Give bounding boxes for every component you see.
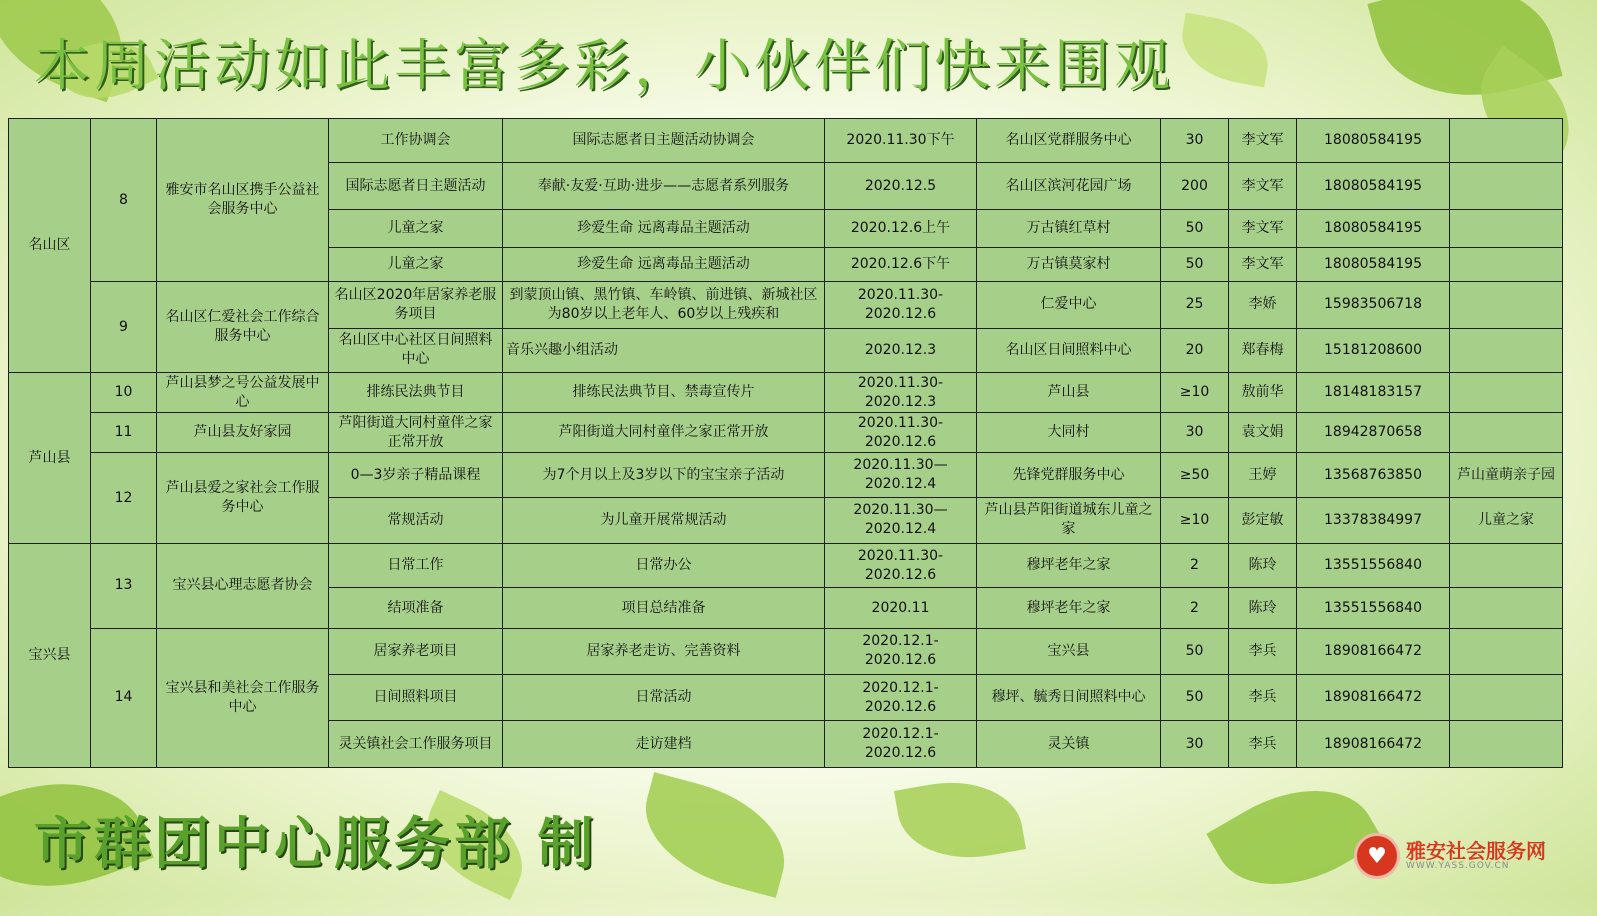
- contact-cell: 李兵: [1229, 628, 1297, 674]
- count-cell: 2: [1161, 588, 1229, 628]
- org-number-cell: 12: [91, 453, 157, 544]
- contact-cell: 李文军: [1229, 247, 1297, 281]
- logo-url: WWW.YASS.GOV.CN: [1406, 861, 1510, 872]
- count-cell: 50: [1161, 675, 1229, 721]
- activity-cell: 音乐兴趣小组活动: [503, 328, 825, 372]
- count-cell: 50: [1161, 628, 1229, 674]
- count-cell: 30: [1161, 413, 1229, 453]
- time-cell: 2020.11.30—2020.12.4: [825, 453, 977, 497]
- contact-cell: 李文军: [1229, 209, 1297, 247]
- activity-cell: 芦阳街道大同村童伴之家正常开放: [503, 413, 825, 453]
- count-cell: 2: [1161, 544, 1229, 588]
- org-name-cell: 名山区仁爱社会工作综合服务中心: [157, 282, 329, 373]
- time-cell: 2020.12.6下午: [825, 247, 977, 281]
- place-cell: 穆坪老年之家: [977, 588, 1161, 628]
- project-cell: 常规活动: [329, 497, 503, 543]
- project-cell: 结项准备: [329, 588, 503, 628]
- project-cell: 日常工作: [329, 544, 503, 588]
- note-cell: [1450, 413, 1563, 453]
- phone-cell: 18908166472: [1297, 721, 1450, 768]
- project-cell: 儿童之家: [329, 209, 503, 247]
- table-row: [9, 372, 1563, 412]
- org-name-cell: 芦山县友好家园: [157, 413, 329, 453]
- table-row: [9, 628, 1563, 674]
- time-cell: 2020.12.1-2020.12.6: [825, 675, 977, 721]
- district-cell: 宝兴县: [9, 544, 91, 768]
- contact-cell: 李娇: [1229, 282, 1297, 328]
- contact-cell: 陈玲: [1229, 588, 1297, 628]
- phone-cell: 13551556840: [1297, 588, 1450, 628]
- note-cell: [1450, 675, 1563, 721]
- project-cell: 儿童之家: [329, 247, 503, 281]
- place-cell: 万古镇红草村: [977, 209, 1161, 247]
- project-cell: 工作协调会: [329, 119, 503, 163]
- org-name-cell: 芦山县梦之号公益发展中心: [157, 372, 329, 412]
- time-cell: 2020.11: [825, 588, 977, 628]
- phone-cell: 13378384997: [1297, 497, 1450, 543]
- phone-cell: 18080584195: [1297, 119, 1450, 163]
- count-cell: 30: [1161, 721, 1229, 768]
- place-cell: 芦山县芦阳街道城东儿童之家: [977, 497, 1161, 543]
- page-title: 本周活动如此丰富多彩，小伙伴们快来围观: [34, 34, 1174, 99]
- table-row: [9, 453, 1563, 497]
- note-cell: 儿童之家: [1450, 497, 1563, 543]
- phone-cell: 18942870658: [1297, 413, 1450, 453]
- time-cell: 2020.11.30-2020.12.6: [825, 282, 977, 328]
- activity-schedule-table: [8, 118, 1563, 768]
- note-cell: [1450, 209, 1563, 247]
- place-cell: 宝兴县: [977, 628, 1161, 674]
- place-cell: 名山区日间照料中心: [977, 328, 1161, 372]
- note-cell: [1450, 588, 1563, 628]
- activity-cell: 为7个月以上及3岁以下的宝宝亲子活动: [503, 453, 825, 497]
- time-cell: 2020.12.3: [825, 328, 977, 372]
- org-name-cell: 宝兴县和美社会工作服务中心: [157, 628, 329, 767]
- activity-cell: 居家养老走访、完善资料: [503, 628, 825, 674]
- project-cell: 名山区中心社区日间照料中心: [329, 328, 503, 372]
- time-cell: 2020.12.1-2020.12.6: [825, 721, 977, 768]
- place-cell: 穆坪老年之家: [977, 544, 1161, 588]
- contact-cell: 陈玲: [1229, 544, 1297, 588]
- note-cell: [1450, 282, 1563, 328]
- contact-cell: 李兵: [1229, 721, 1297, 768]
- contact-cell: 李文军: [1229, 163, 1297, 209]
- phone-cell: 18908166472: [1297, 675, 1450, 721]
- project-cell: 排练民法典节目: [329, 372, 503, 412]
- activity-cell: 珍爱生命 远离毒品主题活动: [503, 247, 825, 281]
- table-row: [9, 119, 1563, 163]
- phone-cell: 13551556840: [1297, 544, 1450, 588]
- contact-cell: 王婷: [1229, 453, 1297, 497]
- leaf-decoration: [631, 772, 799, 898]
- time-cell: 2020.11.30下午: [825, 119, 977, 163]
- contact-cell: 李兵: [1229, 675, 1297, 721]
- project-cell: 芦阳街道大同村童伴之家正常开放: [329, 413, 503, 453]
- project-cell: 名山区2020年居家养老服务项目: [329, 282, 503, 328]
- footer-signature: 市群团中心服务部 制: [34, 812, 598, 877]
- count-cell: 50: [1161, 209, 1229, 247]
- place-cell: 灵关镇: [977, 721, 1161, 768]
- note-cell: 芦山童萌亲子园: [1450, 453, 1563, 497]
- phone-cell: 18080584195: [1297, 163, 1450, 209]
- count-cell: 20: [1161, 328, 1229, 372]
- activity-cell: 珍爱生命 远离毒品主题活动: [503, 209, 825, 247]
- activity-cell: 国际志愿者日主题活动协调会: [503, 119, 825, 163]
- contact-cell: 彭定敏: [1229, 497, 1297, 543]
- place-cell: 芦山县: [977, 372, 1161, 412]
- place-cell: 名山区滨河花园广场: [977, 163, 1161, 209]
- project-cell: 居家养老项目: [329, 628, 503, 674]
- project-cell: 日间照料项目: [329, 675, 503, 721]
- org-number-cell: 8: [91, 119, 157, 282]
- activity-cell: [503, 282, 825, 328]
- activity-cell: 走访建档: [503, 721, 825, 768]
- org-number-cell: 10: [91, 372, 157, 412]
- note-cell: [1450, 544, 1563, 588]
- org-name-cell: 雅安市名山区携手公益社会服务中心: [157, 119, 329, 282]
- time-cell: 2020.12.1-2020.12.6: [825, 628, 977, 674]
- count-cell: 50: [1161, 247, 1229, 281]
- time-cell: 2020.12.6上午: [825, 209, 977, 247]
- org-number-cell: 13: [91, 544, 157, 629]
- phone-cell: 18908166472: [1297, 628, 1450, 674]
- note-cell: [1450, 328, 1563, 372]
- activity-text: 奉献·友爱·互助·进步——志愿者系列服务: [537, 177, 790, 194]
- district-cell: 名山区: [9, 119, 91, 373]
- project-cell: 国际志愿者日主题活动: [329, 163, 503, 209]
- leaf-decoration: [894, 770, 1026, 870]
- phone-cell: 15181208600: [1297, 328, 1450, 372]
- place-cell: 仁爱中心: [977, 282, 1161, 328]
- place-cell: 先锋党群服务中心: [977, 453, 1161, 497]
- contact-cell: 李文军: [1229, 119, 1297, 163]
- note-cell: [1450, 721, 1563, 768]
- activity-text: 到蒙顶山镇、黑竹镇、车岭镇、前进镇、新城社区为80岁以上老年人、60岁以上残疾和: [509, 286, 818, 322]
- time-cell: 2020.11.30-2020.12.6: [825, 544, 977, 588]
- count-cell: 30: [1161, 119, 1229, 163]
- phone-cell: 18148183157: [1297, 372, 1450, 412]
- contact-cell: 郑春梅: [1229, 328, 1297, 372]
- place-cell: 名山区党群服务中心: [977, 119, 1161, 163]
- org-number-cell: 9: [91, 282, 157, 373]
- activity-cell: 排练民法典节目、禁毒宣传片: [503, 372, 825, 412]
- activity-cell: 为儿童开展常规活动: [503, 497, 825, 543]
- place-cell: 大同村: [977, 413, 1161, 453]
- logo-name: 雅安社会服务网: [1406, 839, 1546, 864]
- activity-cell: [503, 163, 825, 209]
- table-row: [9, 544, 1563, 588]
- contact-cell: 袁文娟: [1229, 413, 1297, 453]
- count-cell: ≥10: [1161, 372, 1229, 412]
- note-cell: [1450, 247, 1563, 281]
- phone-cell: 18080584195: [1297, 209, 1450, 247]
- time-cell: 2020.11.30—2020.12.4: [825, 497, 977, 543]
- note-cell: [1450, 628, 1563, 674]
- org-name-cell: 宝兴县心理志愿者协会: [157, 544, 329, 629]
- org-name-cell: 芦山县爱之家社会工作服务中心: [157, 453, 329, 544]
- leaf-decoration: [1175, 13, 1274, 88]
- logo-text: [1406, 840, 1546, 872]
- phone-cell: 18080584195: [1297, 247, 1450, 281]
- site-logo[interactable]: [1354, 828, 1580, 884]
- org-number-cell: 14: [91, 628, 157, 767]
- count-cell: 25: [1161, 282, 1229, 328]
- project-cell: 0—3岁亲子精品课程: [329, 453, 503, 497]
- project-cell: 灵关镇社会工作服务项目: [329, 721, 503, 768]
- count-cell: ≥10: [1161, 497, 1229, 543]
- time-cell: 2020.12.5: [825, 163, 977, 209]
- count-cell: ≥50: [1161, 453, 1229, 497]
- place-cell: 穆坪、毓秀日间照料中心: [977, 675, 1161, 721]
- note-cell: [1450, 163, 1563, 209]
- activity-cell: 项目总结准备: [503, 588, 825, 628]
- time-cell: 2020.11.30-2020.12.6: [825, 413, 977, 453]
- phone-cell: 15983506718: [1297, 282, 1450, 328]
- count-cell: 200: [1161, 163, 1229, 209]
- contact-cell: 敖前华: [1229, 372, 1297, 412]
- table-row: [9, 413, 1563, 453]
- activity-cell: 日常办公: [503, 544, 825, 588]
- time-cell: 2020.11.30-2020.12.3: [825, 372, 977, 412]
- note-cell: [1450, 372, 1563, 412]
- heart-emblem-icon: ♥: [1354, 833, 1400, 879]
- table-row: [9, 282, 1563, 328]
- district-cell: 芦山县: [9, 372, 91, 543]
- phone-cell: 13568763850: [1297, 453, 1450, 497]
- activity-cell: 日常活动: [503, 675, 825, 721]
- org-number-cell: 11: [91, 413, 157, 453]
- note-cell: [1450, 119, 1563, 163]
- place-cell: 万古镇莫家村: [977, 247, 1161, 281]
